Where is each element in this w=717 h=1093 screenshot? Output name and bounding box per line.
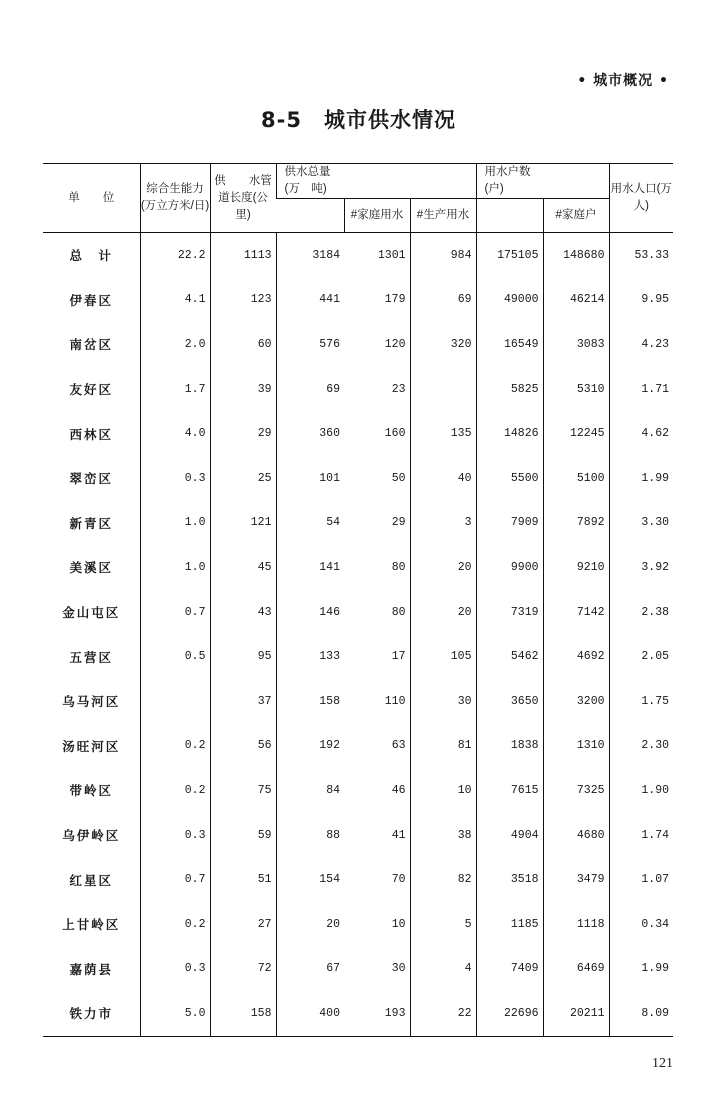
- header-population: 用水人口(万人): [609, 164, 673, 233]
- household-water-cell: 160: [384, 427, 406, 441]
- users-cell: 1185: [476, 902, 543, 947]
- pipe-length-cell: 43: [210, 590, 276, 635]
- users-cell: 3650: [476, 679, 543, 724]
- pipe-length-cell: 60: [210, 322, 276, 367]
- household-users-cell: 3479: [543, 857, 609, 902]
- population-cell: 1.90: [609, 768, 673, 813]
- unit-cell: 带岭区: [69, 783, 113, 799]
- household-water-cell: 23: [391, 382, 406, 396]
- unit-cell: 伊春区: [69, 292, 113, 308]
- unit-cell: 金山屯区: [62, 605, 121, 621]
- pipe-length-cell: 95: [210, 634, 276, 679]
- unit-cell: 美溪区: [69, 560, 113, 576]
- table-row: [43, 813, 673, 858]
- household-water-cell: 179: [384, 293, 406, 307]
- supply-total-cell: 146: [276, 590, 344, 635]
- supply-total-cell: 576: [276, 322, 344, 367]
- unit-cell: 友好区: [69, 382, 113, 398]
- population-cell: 1.07: [609, 857, 673, 902]
- users-cell: 5500: [476, 456, 543, 501]
- table-row: [43, 947, 673, 992]
- population-cell: 3.92: [609, 545, 673, 590]
- household-users-cell: 148680: [543, 233, 609, 278]
- capacity-cell: 4.0: [140, 411, 210, 456]
- capacity-cell: 5.0: [140, 991, 210, 1036]
- production-water-cell: 20: [410, 590, 476, 635]
- unit-cell: 新青区: [69, 515, 113, 531]
- users-cell: 7909: [476, 501, 543, 546]
- household-water-cell: 110: [384, 694, 406, 708]
- production-water-cell: [410, 367, 476, 412]
- production-water-cell: 135: [410, 411, 476, 456]
- capacity-cell: 0.7: [140, 590, 210, 635]
- unit-cell: 乌伊岭区: [62, 828, 121, 844]
- header-household-water: #家庭用水: [344, 199, 410, 233]
- population-cell: 53.33: [609, 233, 673, 278]
- pipe-length-cell: 158: [210, 991, 276, 1036]
- household-users-cell: 1310: [543, 724, 609, 769]
- household-water-cell: 1301: [377, 248, 406, 262]
- household-users-cell: 3200: [543, 679, 609, 724]
- unit-cell: 嘉荫县: [69, 961, 113, 977]
- table-row: [43, 501, 673, 546]
- household-users-cell: 4692: [543, 634, 609, 679]
- production-water-cell: 22: [410, 991, 476, 1036]
- supply-total-cell: 360: [276, 411, 344, 456]
- household-users-cell: 7892: [543, 501, 609, 546]
- pipe-length-cell: 1113: [210, 233, 276, 278]
- table-row: [43, 367, 673, 412]
- unit-cell: 五营区: [69, 649, 113, 665]
- production-water-cell: 81: [410, 724, 476, 769]
- supply-total-cell: 101: [276, 456, 344, 501]
- pipe-length-cell: 51: [210, 857, 276, 902]
- production-water-cell: 30: [410, 679, 476, 724]
- pipe-length-cell: 75: [210, 768, 276, 813]
- pipe-length-cell: 27: [210, 902, 276, 947]
- header-unit: 单 位: [43, 164, 140, 233]
- household-water-cell: 193: [344, 991, 410, 1036]
- pipe-length-cell: 39: [210, 367, 276, 412]
- supply-total-cell: 67: [276, 947, 344, 992]
- population-cell: 3.30: [609, 501, 673, 546]
- users-cell: 1838: [476, 724, 543, 769]
- pipe-length-cell: 29: [210, 411, 276, 456]
- capacity-cell: 0.7: [140, 857, 210, 902]
- pipe-length-cell: 123: [210, 278, 276, 323]
- production-water-cell: 10: [410, 768, 476, 813]
- users-cell: 9900: [476, 545, 543, 590]
- users-cell: 7319: [476, 590, 543, 635]
- table-row: [43, 590, 673, 635]
- users-cell: 5825: [476, 367, 543, 412]
- capacity-cell: 0.5: [140, 634, 210, 679]
- table-row: [43, 768, 673, 813]
- capacity-cell: 0.2: [140, 724, 210, 769]
- unit-cell: 总 计: [69, 248, 113, 264]
- users-cell: 7409: [476, 947, 543, 992]
- supply-total-cell: 3184: [276, 233, 344, 278]
- users-cell: 22696: [476, 991, 543, 1036]
- household-water-cell: 17: [391, 650, 406, 664]
- pipe-length-cell: 37: [210, 679, 276, 724]
- production-water-cell: 3: [410, 501, 476, 546]
- supply-total-cell: 400: [276, 991, 344, 1036]
- users-cell: 14826: [476, 411, 543, 456]
- household-water-cell: 46: [391, 783, 406, 797]
- table-title: 城市供水情况: [323, 108, 456, 132]
- population-cell: 2.38: [609, 590, 673, 635]
- unit-cell: 汤旺河区: [62, 738, 121, 754]
- water-supply-table: [43, 163, 673, 1037]
- users-cell: 16549: [476, 322, 543, 367]
- population-cell: 4.23: [609, 322, 673, 367]
- population-cell: 1.99: [609, 456, 673, 501]
- users-cell: 49000: [476, 278, 543, 323]
- supply-total-cell: 84: [276, 768, 344, 813]
- table-number: 8-5: [261, 108, 302, 132]
- population-cell: 4.62: [609, 411, 673, 456]
- table-row: [43, 857, 673, 902]
- population-cell: 2.30: [609, 724, 673, 769]
- supply-total-cell: 158: [276, 679, 344, 724]
- capacity-cell: 0.3: [140, 456, 210, 501]
- header-household-users: #家庭户: [543, 199, 609, 233]
- unit-cell: 南岔区: [69, 337, 113, 353]
- supply-total-cell: 154: [276, 857, 344, 902]
- header-production-water: #生产用水: [410, 199, 476, 233]
- household-users-cell: 6469: [543, 947, 609, 992]
- household-water-cell: 41: [391, 828, 406, 842]
- users-cell: 7615: [476, 768, 543, 813]
- household-water-cell: 10: [391, 917, 406, 931]
- table-row: [43, 278, 673, 323]
- table-row: [43, 411, 673, 456]
- table-row: [43, 991, 673, 1036]
- household-water-cell: 80: [391, 560, 406, 574]
- production-water-cell: 320: [410, 322, 476, 367]
- capacity-cell: 0.3: [140, 813, 210, 858]
- capacity-cell: 1.7: [140, 367, 210, 412]
- household-users-cell: 12245: [543, 411, 609, 456]
- capacity-cell: 1.0: [140, 545, 210, 590]
- household-users-cell: 4680: [543, 813, 609, 858]
- supply-total-cell: 441: [276, 278, 344, 323]
- production-water-cell: 20: [410, 545, 476, 590]
- pipe-length-cell: 25: [210, 456, 276, 501]
- supply-total-cell: 133: [276, 634, 344, 679]
- header-capacity: 综合生能力(万立方米/日): [140, 164, 210, 233]
- header-users-spacer: [543, 164, 609, 199]
- capacity-cell: 2.0: [140, 322, 210, 367]
- capacity-cell: 1.0: [140, 501, 210, 546]
- production-water-cell: 5: [410, 902, 476, 947]
- table-row: [43, 634, 673, 679]
- unit-cell: 红星区: [69, 872, 113, 888]
- household-water-cell: 70: [391, 873, 406, 887]
- capacity-cell: [140, 679, 210, 724]
- supply-total-cell: 192: [276, 724, 344, 769]
- population-cell: 0.34: [609, 902, 673, 947]
- population-cell: 8.09: [609, 991, 673, 1036]
- production-water-cell: 984: [410, 233, 476, 278]
- household-users-cell: 3083: [543, 322, 609, 367]
- household-water-cell: 30: [391, 962, 406, 976]
- capacity-cell: 4.1: [140, 278, 210, 323]
- unit-cell: 翠峦区: [69, 471, 113, 487]
- capacity-cell: 22.2: [140, 233, 210, 278]
- capacity-cell: 0.2: [140, 768, 210, 813]
- population-cell: 1.99: [609, 947, 673, 992]
- supply-total-cell: 88: [276, 813, 344, 858]
- header-users: 用水户数(户): [476, 164, 543, 199]
- table-row: [43, 724, 673, 769]
- pipe-length-cell: 56: [210, 724, 276, 769]
- population-cell: 9.95: [609, 278, 673, 323]
- household-water-cell: 120: [384, 337, 406, 351]
- production-water-cell: 40: [410, 456, 476, 501]
- unit-cell: 上甘岭区: [62, 917, 121, 933]
- capacity-cell: 0.2: [140, 902, 210, 947]
- population-cell: 1.74: [609, 813, 673, 858]
- supply-total-cell: 54: [276, 501, 344, 546]
- supply-total-cell: 141: [276, 545, 344, 590]
- household-users-cell: 9210: [543, 545, 609, 590]
- page-number: 121: [652, 1056, 673, 1071]
- users-cell: 4904: [476, 813, 543, 858]
- unit-cell: 铁力市: [43, 991, 140, 1036]
- table-row: [43, 456, 673, 501]
- table-row: [43, 902, 673, 947]
- header-users-sub-blank: [476, 199, 543, 233]
- users-cell: 175105: [476, 233, 543, 278]
- household-water-cell: 29: [391, 516, 406, 530]
- table-row: [43, 679, 673, 724]
- household-users-cell: 1118: [543, 902, 609, 947]
- capacity-cell: 0.3: [140, 947, 210, 992]
- household-water-cell: 80: [391, 605, 406, 619]
- users-cell: 5462: [476, 634, 543, 679]
- pipe-length-cell: 72: [210, 947, 276, 992]
- production-water-cell: 105: [410, 634, 476, 679]
- household-users-cell: 46214: [543, 278, 609, 323]
- supply-total-cell: 20: [276, 902, 344, 947]
- table-row: [43, 233, 673, 278]
- table-row: [43, 322, 673, 367]
- production-water-cell: 38: [410, 813, 476, 858]
- pipe-length-cell: 121: [210, 501, 276, 546]
- household-water-cell: 50: [391, 471, 406, 485]
- household-users-cell: 7142: [543, 590, 609, 635]
- population-cell: 1.75: [609, 679, 673, 724]
- header-supply-spacer: [410, 164, 476, 199]
- users-cell: 3518: [476, 857, 543, 902]
- table-body: [43, 233, 673, 1037]
- supply-total-cell: 69: [276, 367, 344, 412]
- household-users-cell: 20211: [543, 991, 609, 1036]
- unit-cell: 乌马河区: [62, 694, 121, 710]
- running-head: • 城市概况 •: [577, 73, 669, 89]
- unit-cell: 西林区: [69, 426, 113, 442]
- population-cell: 2.05: [609, 634, 673, 679]
- header-supply-spacer: [344, 164, 410, 199]
- pipe-length-cell: 59: [210, 813, 276, 858]
- household-users-cell: 5310: [543, 367, 609, 412]
- pipe-length-cell: 45: [210, 545, 276, 590]
- production-water-cell: 69: [410, 278, 476, 323]
- header-pipe-length: 供 水管道长度(公 里): [210, 164, 276, 233]
- population-cell: 1.71: [609, 367, 673, 412]
- header-supply-total: 供水总量(万 吨): [276, 164, 344, 199]
- household-users-cell: 7325: [543, 768, 609, 813]
- production-water-cell: 4: [410, 947, 476, 992]
- production-water-cell: 82: [410, 857, 476, 902]
- header-supply-sub-blank: [276, 199, 344, 233]
- table-row: [43, 545, 673, 590]
- page-title: [0, 104, 717, 134]
- household-users-cell: 5100: [543, 456, 609, 501]
- household-water-cell: 63: [391, 739, 406, 753]
